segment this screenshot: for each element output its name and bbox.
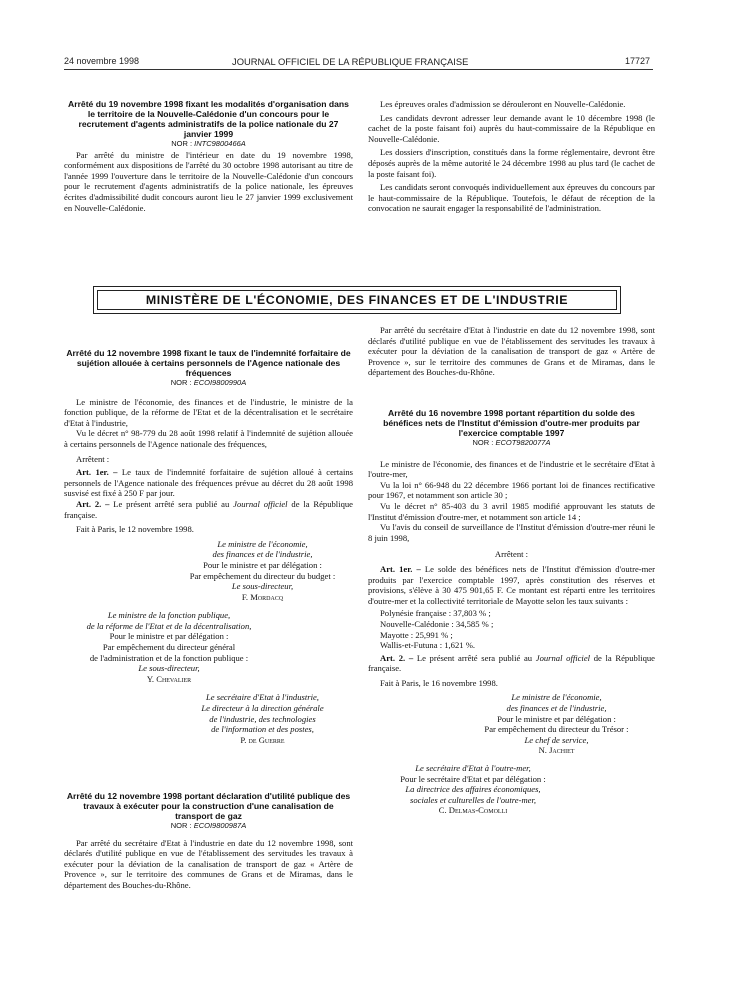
article-title: Arrêté du 12 novembre 1998 fixant le taux de l'indemnité forfaitaire de sujétion allouée à certains personnels de l'Agence nationale des fréquences — [66, 348, 351, 378]
article-paragraph: Les dossiers d'inscription, constitués dans la forme réglementaire, devront être déposés auprès de la même autorité le 24 décembre 1998 au plus tard (le cachet de la poste faisant foi). — [368, 147, 655, 179]
article-title: Arrêté du 16 novembre 1998 portant répartition du solde des bénéfices nets de l'Institut d'émission d'outre-mer produits par l'exercice comptable 1997 — [383, 408, 640, 438]
signature-block-fonction-publique: Le ministre de la fonction publique, de la réforme de l'Etat et de la décentralisation, Pour le ministre et par délégation : Par empêchement du directeur général de l'administration et de la fonction publique : Le sous-directeur, Y. Chevalier — [86, 610, 252, 684]
signature-block-outre-mer: Le secrétaire d'Etat à l'outre-mer, Pour le secrétaire d'Etat et par délégation : La directrice des affaires économiques, sociales et culturelles de l'outre-mer, C. Delmas-Comolli — [400, 763, 546, 816]
signature-block-economie: Le ministre de l'économie, des finances et de l'industrie, Pour le ministre et par délégation : Par empêchement du directeur du budget : Le sous-directeur, F. Mordacq — [189, 538, 336, 602]
signature-date: Fait à Paris, le 12 novembre 1998. — [76, 524, 194, 535]
ministry-title: MINISTÈRE DE L'ÉCONOMIE, DES FINANCES ET DE L'INDUSTRIE — [145, 293, 569, 307]
signature-block-industrie: Le secrétaire d'Etat à l'industrie, Le directeur à la direction générale de l'industrie, des technologies de l'information et des postes, P. de Guerre — [201, 692, 324, 745]
article-iedom-benefices — [368, 408, 655, 816]
arretent-label: Arrêtent : — [494, 549, 529, 560]
article-paragraph: Les épreuves orales d'admission se dérouleront en Nouvelle-Calédonie. — [380, 99, 626, 109]
article-paragraph: Vu le décret n° 98-779 du 28 août 1998 relatif à l'indemnité de sujétion allouée à certains personnels de l'Agence nationale des fréquences, — [64, 428, 353, 449]
article-1: Art. 1er. – Le solde des bénéfices nets de l'Institut d'émission d'outre-mer produits par l'exercice comptable 1997, après constitution des réserves et provisions, s'élève à 30 475 901,65 F. Ce montant est réparti entre les territoires d'outre-mer et la collectivité territoriale de Mayotte selon les taux suivants : — [368, 563, 655, 606]
article-2: Art. 2. – Le présent arrêté sera publié au Journal officiel de la République française. — [368, 652, 655, 674]
article-police-concours-continued — [368, 99, 655, 214]
article-police-concours — [64, 99, 353, 213]
article-2: Art. 2. – Le présent arrêté sera publié au Journal officiel de la République française. — [64, 498, 353, 520]
article-1: Art. 1er. – Le taux de l'indemnité forfaitaire de sujétion alloué à certains personnels de l'Agence nationale des fréquences prévue au décret du 28 août 1998 susvisé est fixé à 250 F par jour. — [64, 467, 353, 499]
article-paragraph: Les candidats devront adresser leur demande avant le 10 décembre 1998 (le cachet de la poste faisant foi) auprès du haut-commissaire de la République en Nouvelle-Calédonie. — [368, 112, 655, 144]
article-indemnite-anf — [64, 348, 353, 745]
rates-list — [380, 608, 655, 650]
header-page-number: 17727 — [625, 56, 651, 66]
header-journal-title: JOURNAL OFFICIEL DE LA RÉPUBLIQUE FRANÇAISE — [232, 56, 469, 67]
article-canalisation-gaz — [64, 791, 353, 890]
header-rule — [64, 69, 653, 70]
ministry-banner-inner-border — [97, 290, 617, 310]
article-paragraph: Par arrêté du secrétaire d'Etat à l'industrie en date du 12 novembre 1998, sont déclarés d'utilité publique en vue de l'établissement des servitudes les travaux à exécuter pour la déviation de la canalisation de transport de gaz « Artère de Provence », sur le territoire des communes de Grans et de Miramas, dans le département des Bouches-du-Rhône. — [64, 837, 353, 890]
article-paragraph: Vu l'avis du conseil de surveillance de l'Institut d'émission d'outre-mer réuni le 8 juin 1998, — [368, 522, 655, 543]
list-item: Polynésie française : 37,803 % ; — [380, 608, 491, 619]
signature-date: Fait à Paris, le 16 novembre 1998. — [380, 677, 498, 688]
nor-reference: NOR : INTC9800466A — [171, 139, 246, 148]
header-date: 24 novembre 1998 — [64, 56, 140, 66]
article-paragraph: Par arrêté du ministre de l'intérieur en date du 19 novembre 1998, conformément aux dispositions de l'arrêté du 30 octobre 1998 autorisant au titre de l'année 1999 l'ouverture dans le territoire de la Nouvelle-Calédonie d'un concours pour le recrutement d'agents administratifs de la police nationale, les épreuves écrites d'admissibilité dudit concours auront lieu le 27 janvier 1999 exclusivement en Nouvelle-Calédonie. — [64, 149, 353, 213]
article-canalisation-gaz-continued — [368, 325, 655, 390]
article-paragraph: Le ministre de l'économie, des finances et de l'industrie, le ministre de la fonction publique, de la réforme de l'Etat et de la décentralisation et le secrétaire d'Etat à l'industrie, — [64, 396, 353, 428]
list-item: Mayotte : 25,991 % ; — [380, 629, 453, 640]
article-paragraph-continued: Par arrêté du secrétaire d'Etat à l'industrie en date du 12 novembre 1998, sont déclarés d'utilité publique en vue de l'établissement des servitudes les travaux à exécuter pour la déviation de la canalisation de transport de gaz « Artère de Provence », sur le territoire des communes de Grans et de Miramas, dans le département des Bouches-du-Rhône. — [368, 325, 655, 378]
list-item: Wallis-et-Futuna : 1,621 %. — [380, 640, 476, 651]
article-title: Arrêté du 12 novembre 1998 portant déclaration d'utilité publique des travaux à exécuter pour la construction d'une canalisation de transport de gaz — [66, 791, 351, 821]
article-paragraph: Le ministre de l'économie, des finances et de l'industrie et le secrétaire d'Etat à l'outre-mer, — [368, 458, 655, 480]
nor-reference: NOR : ECOT9820077A — [472, 438, 551, 447]
list-item: Nouvelle-Calédonie : 34,585 % ; — [380, 618, 494, 629]
nor-reference: NOR : ECOI9800987A — [170, 821, 247, 830]
nor-reference: NOR : ECOI9800990A — [170, 378, 247, 387]
article-title: Arrêté du 19 novembre 1998 fixant les modalités d'organisation dans le territoire de la Nouvelle-Calédonie d'un concours pour le recrutement d'agents administratifs de la police nationale du 27 janvier 1999 — [68, 99, 349, 139]
arretent-label: Arrêtent : — [76, 453, 110, 464]
article-paragraph: Les candidats seront convoqués individuellement aux épreuves du concours par le haut-commissaire de la République. Toutefois, le défaut de réception de la convocation ne saurait engager la responsabilité de l'administration. — [368, 182, 655, 214]
article-paragraph: Vu la loi n° 66-948 du 22 décembre 1966 portant loi de finances rectificative pour 1967, et notamment son article 30 ; — [368, 479, 655, 501]
signature-block-economie: Le ministre de l'économie, des finances et de l'industrie, Pour le ministre et par délégation : Par empêchement du directeur du Trésor : Le chef de service, N. Jachiet — [484, 692, 629, 756]
article-paragraph: Vu le décret n° 85-403 du 3 avril 1985 modifié approuvant les statuts de l'Institut d'émission d'outre-mer, et notamment son article 14 ; — [368, 500, 655, 522]
